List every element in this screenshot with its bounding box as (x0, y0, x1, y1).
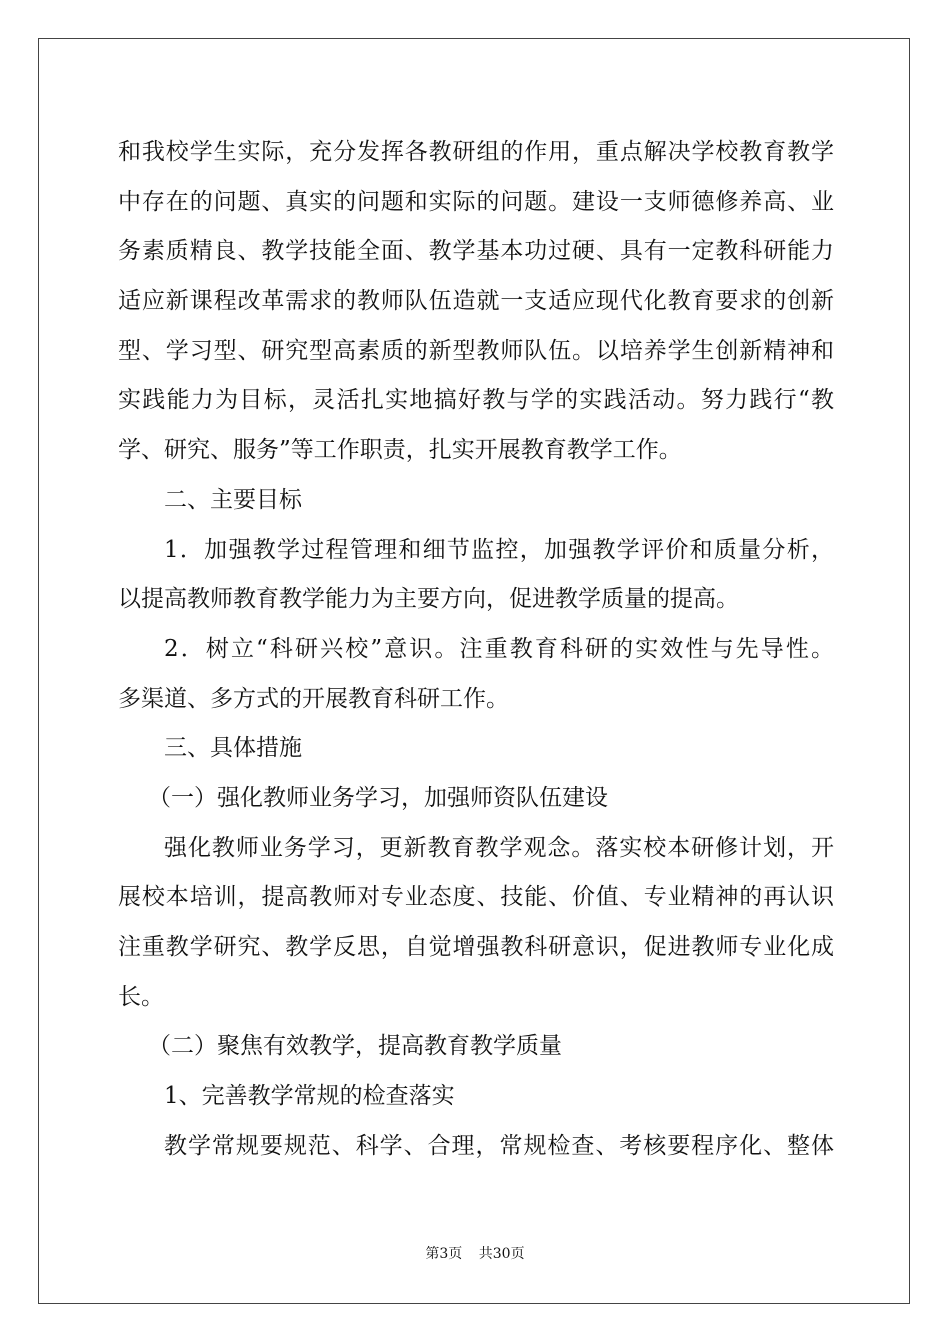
text-line: 二、主要目标 (164, 486, 302, 513)
text-line: 以提高教师教育教学能力为主要方向，促进教学质量的提高。 (118, 586, 739, 613)
text-line: 三、具体措施 (164, 735, 302, 762)
text-line: 学、研究、服务”等工作职责，扎实开展教育教学工作。 (118, 437, 682, 464)
text-line: （二）聚焦有效教学，提高教育教学质量 (148, 1033, 562, 1060)
document-body (118, 128, 834, 1171)
text-line: 1．加强教学过程管理和细节监控，加强教学评价和质量分析， (164, 536, 834, 563)
text-line: （一）强化教师业务学习，加强师资队伍建设 (148, 784, 608, 811)
page-total: 共30页 (478, 1246, 525, 1262)
page-number: 第3页 (425, 1246, 463, 1262)
text-line: 型、学习型、研究型高素质的新型教师队伍。以培养学生创新精神和 (118, 337, 834, 364)
text-line: 教学常规要规范、科学、合理，常规检查、考核要程序化、整体 (164, 1132, 834, 1159)
text-line: 长。 (118, 983, 164, 1010)
text-line: 和我校学生实际，充分发挥各教研组的作用，重点解决学校教育教学 (118, 139, 834, 165)
text-line: 1、完善教学常规的检查落实 (164, 1083, 455, 1110)
text-line: 中存在的问题、真实的问题和实际的问题。建设一支师德修养高、业 (118, 188, 834, 215)
text-line: 强化教师业务学习，更新教育教学观念。落实校本研修计划，开 (164, 834, 834, 861)
text-line: 务素质精良、教学技能全面、教学基本功过硬、具有一定教科研能力 (118, 238, 834, 265)
text-line: 展校本培训，提高教师对专业态度、技能、价值、专业精神的再认识 (118, 884, 834, 911)
text-line: 适应新课程改革需求的教师队伍造就一支适应现代化教育要求的创新 (118, 288, 834, 315)
text-line: 多渠道、多方式的开展教育科研工作。 (118, 685, 509, 712)
text-line: 实践能力为目标，灵活扎实地搞好教与学的实践活动。努力践行“教 (118, 387, 834, 414)
page-footer (0, 1244, 950, 1264)
text-line: 2．树立“科研兴校”意识。注重教育科研的实效性与先导性。 (164, 635, 834, 662)
text-line: 注重教学研究、教学反思，自觉增强教科研意识，促进教师专业化成 (118, 934, 834, 960)
